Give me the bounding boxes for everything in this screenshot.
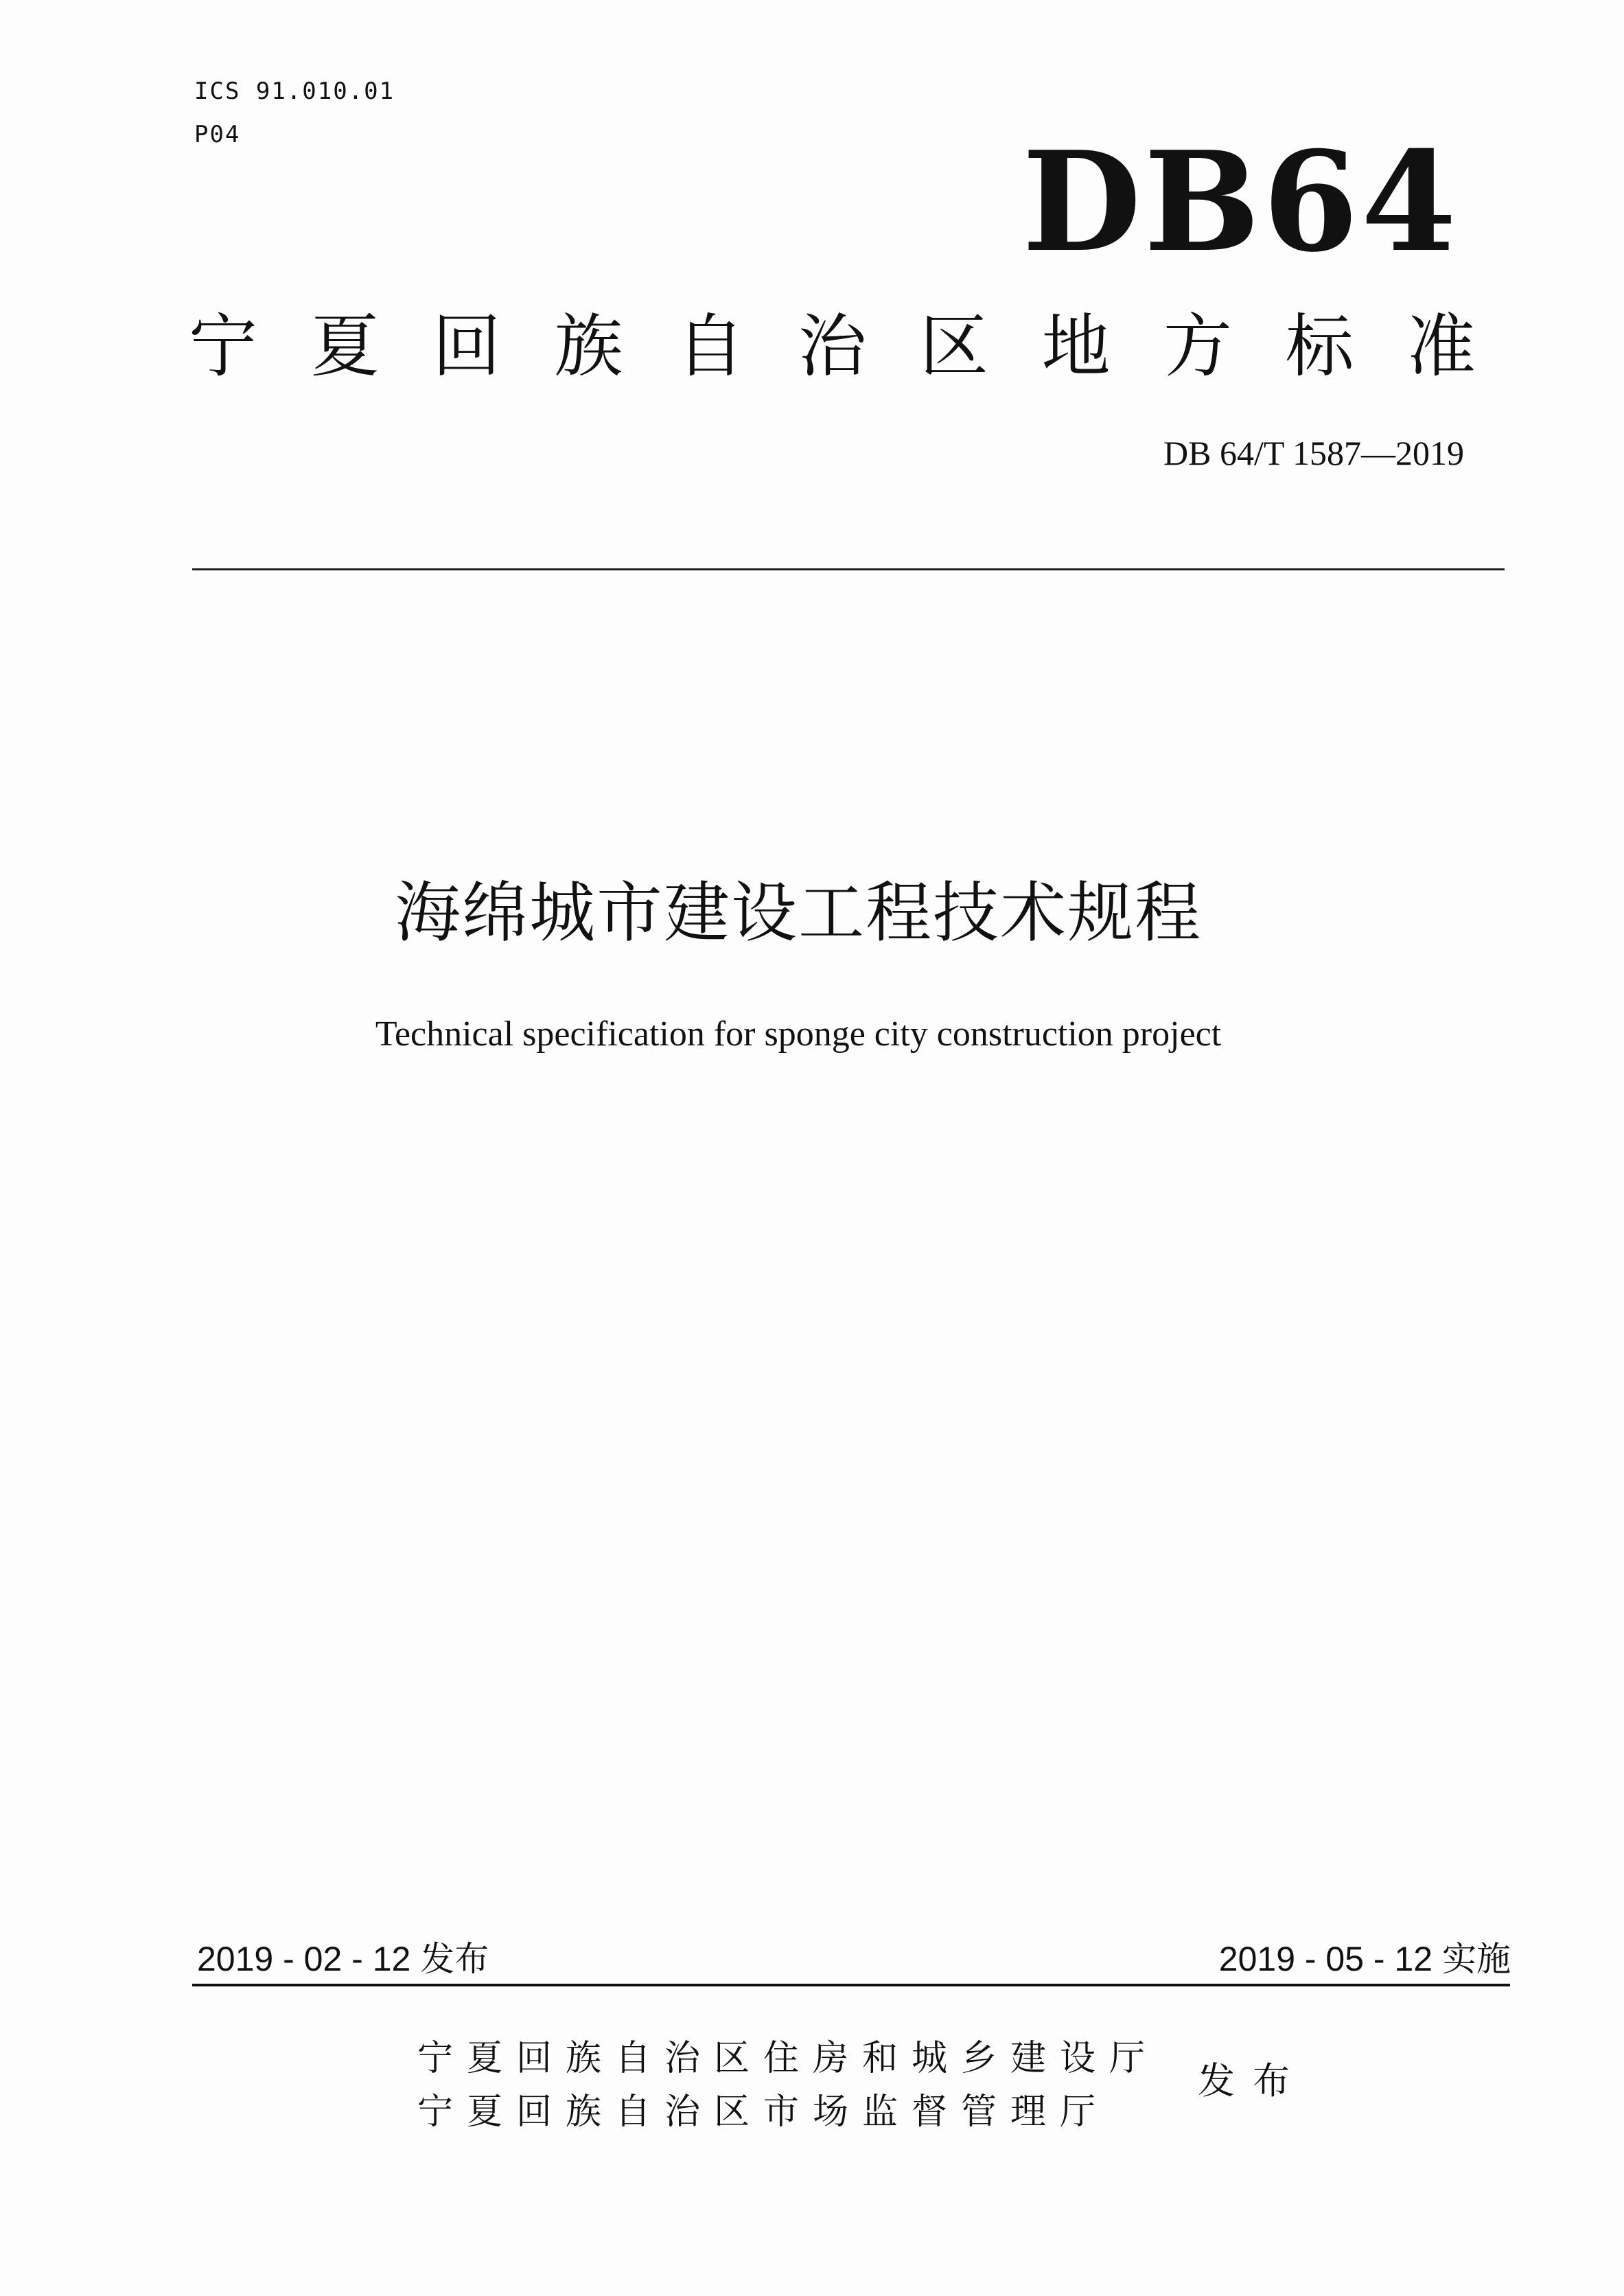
standard-type-heading [189,305,1476,388]
standard-code-logo: DB64 [1022,121,1459,283]
standard-type-char: 治 [798,306,867,386]
document-title-chinese: 海绵城市建设工程技术规程 [395,874,1202,951]
issuer-line: 宁夏回族自治区市场监督管理厅 [417,2091,1110,2133]
document-title-english: Technical specification for sponge city construction project [375,1014,1222,1054]
header-divider [192,568,1505,570]
standard-type-char: 回 [432,306,501,386]
standard-type-char: 宁 [189,306,257,386]
standard-type-char: 夏 [310,306,380,386]
ccs-number: P04 [194,121,241,148]
implementation-date: 2019 - 05 - 12 实施 [1218,1940,1511,1978]
publish-label: 发布 [1198,2059,1308,2102]
standard-type-char: 区 [920,306,988,386]
standard-type-char: 标 [1285,306,1354,386]
ics-number: ICS 91.010.01 [194,78,395,105]
standard-type-char: 方 [1163,306,1232,386]
standard-number: DB 64/T 1587—2019 [1163,434,1464,472]
standard-type-char: 族 [554,306,623,386]
issuer-line: 宁夏回族自治区住房和城乡建设厅 [417,2038,1159,2079]
standard-type-char: 地 [1041,306,1111,386]
issue-date: 2019 - 02 - 12 发布 [197,1940,489,1978]
issuing-authorities [417,2032,1159,2139]
standard-type-char: 准 [1407,306,1476,386]
standard-type-char: 自 [676,306,745,386]
footer-divider [192,1984,1510,1986]
